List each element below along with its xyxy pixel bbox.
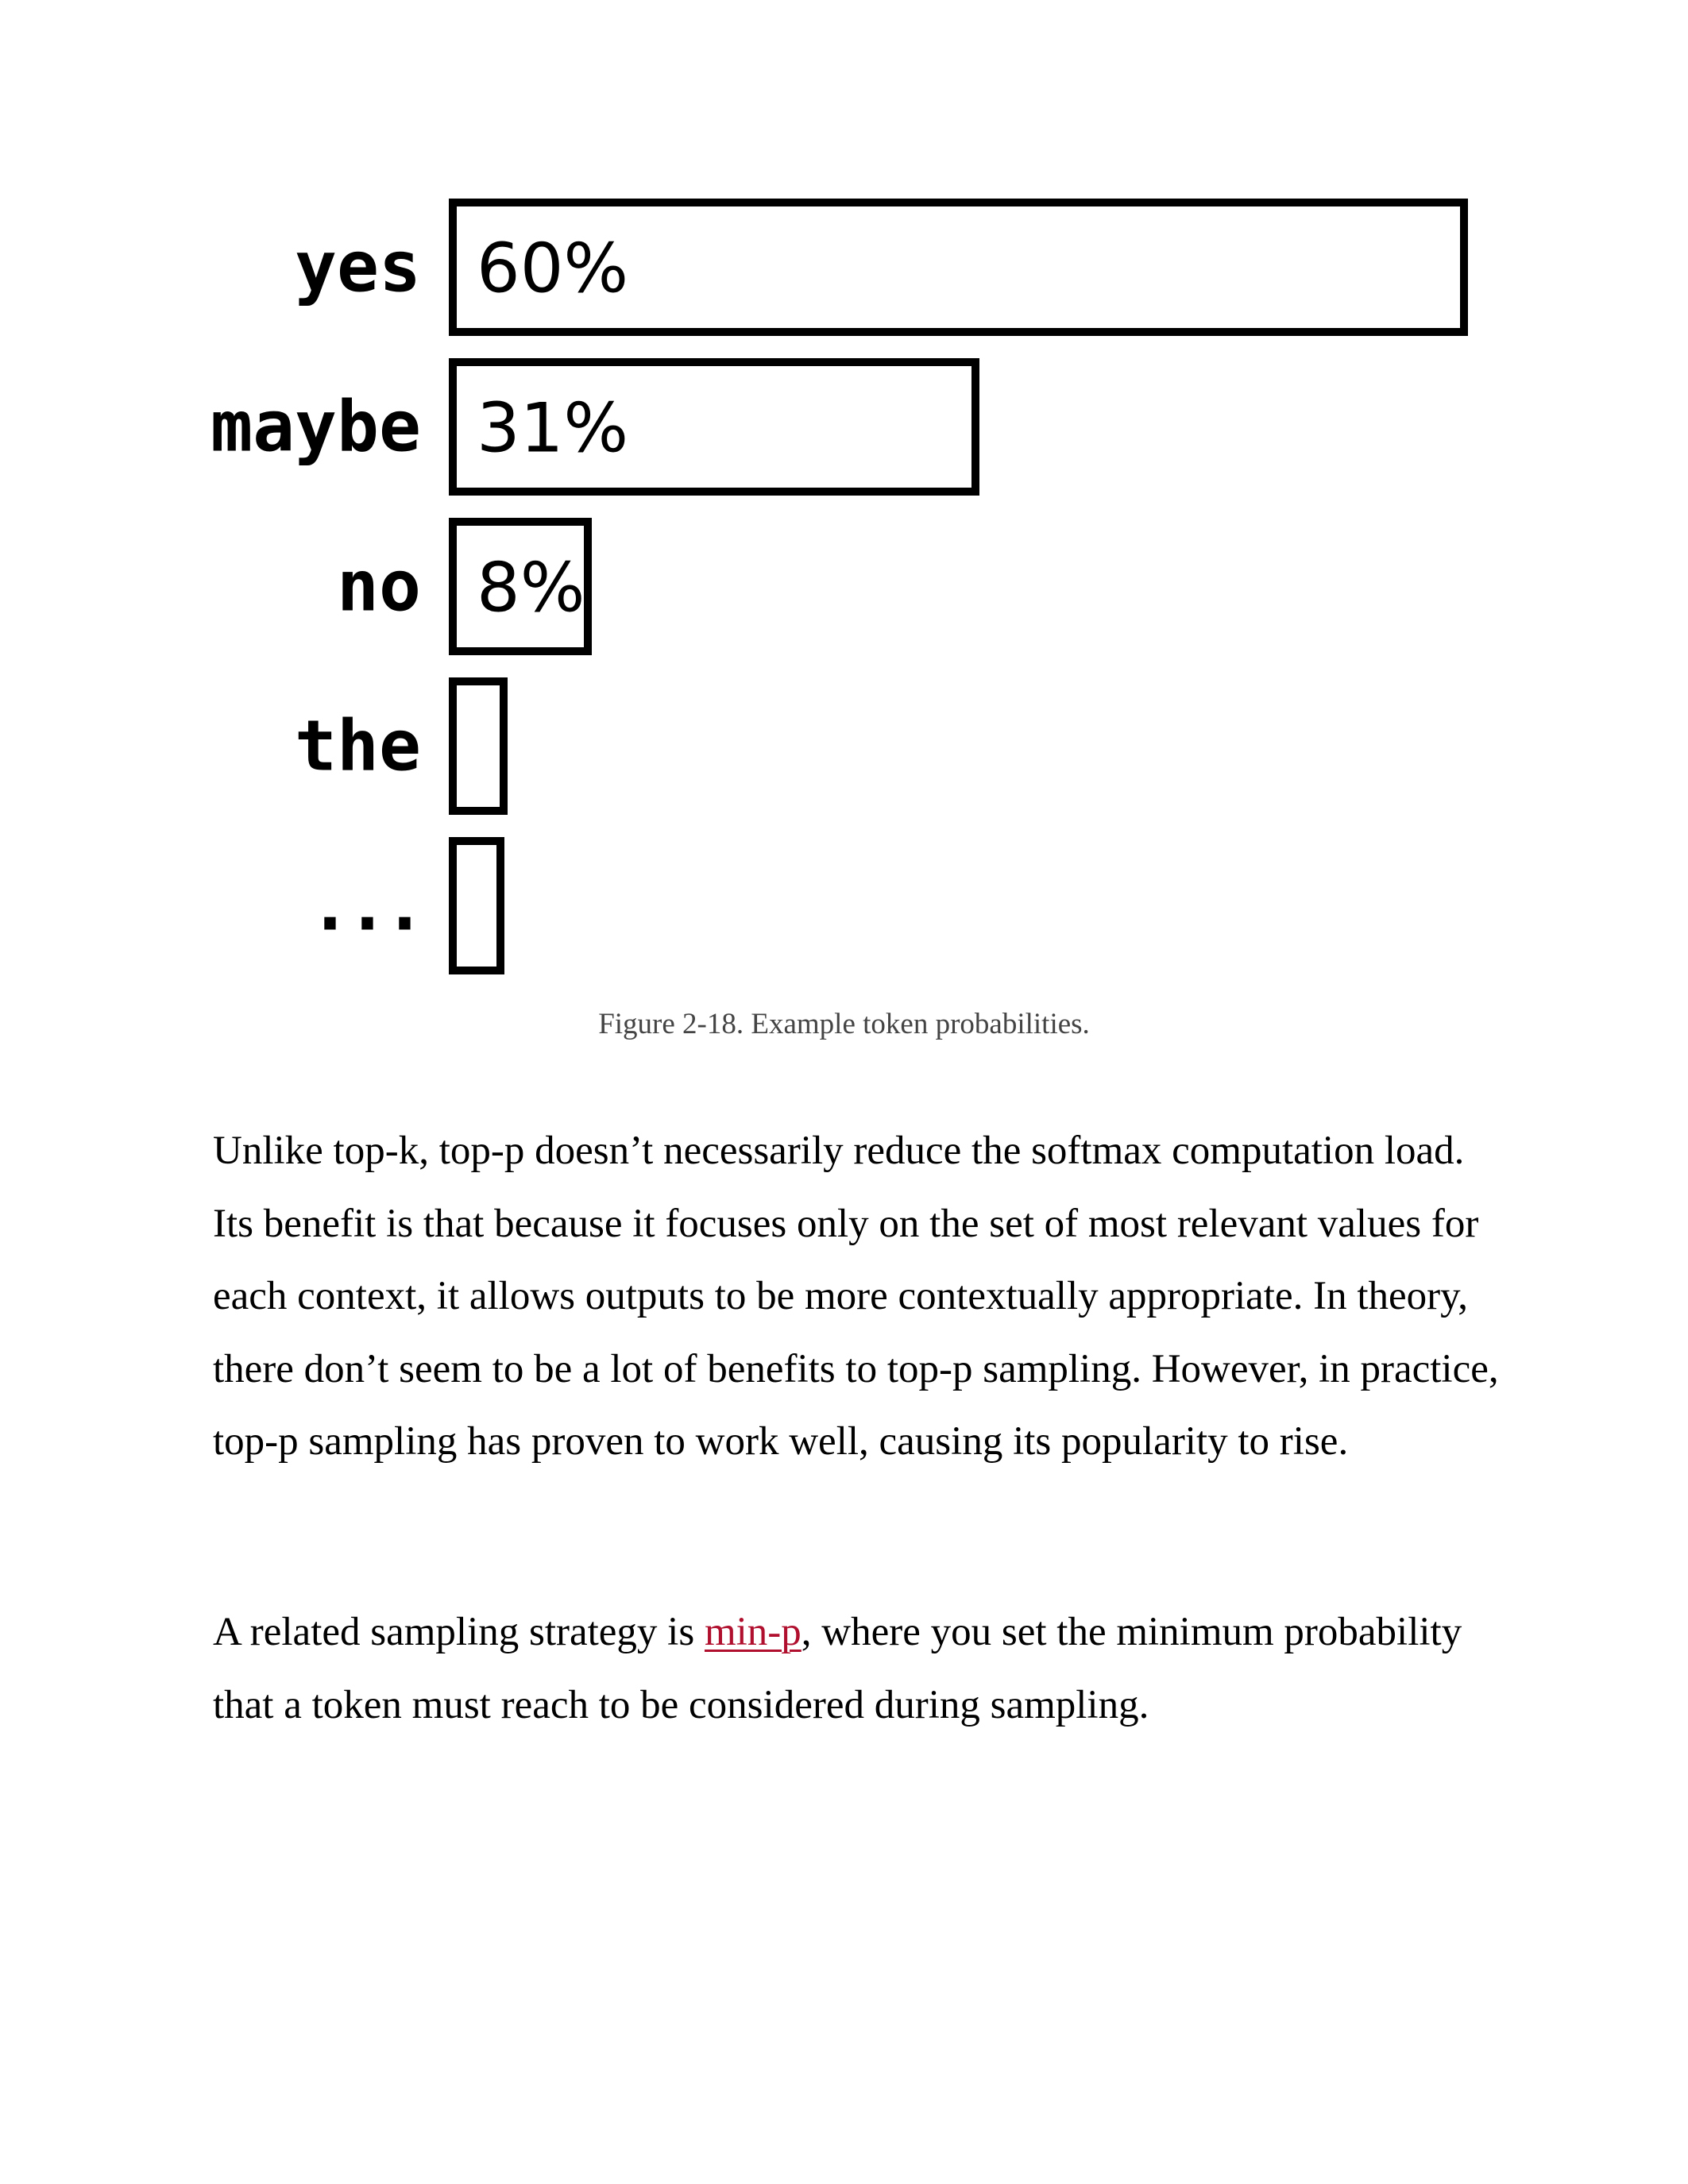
bar-value-label-yes: 60%: [477, 229, 629, 309]
bar-label-yes: yes: [295, 226, 421, 308]
bar-value-label-no: 8%: [477, 548, 585, 628]
figure-caption: Figure 2-18. Example token probabilities.: [598, 1008, 1090, 1040]
bar-label-maybe: maybe: [211, 385, 421, 468]
bar-the: [453, 681, 504, 811]
paragraph-min-p-text-before: A related sampling strategy is: [213, 1610, 705, 1654]
bar-ellipsis: [453, 841, 500, 970]
bar-label-no: no: [337, 545, 421, 627]
min-p-link[interactable]: min-p: [704, 1610, 802, 1654]
bar-label-the: the: [295, 704, 421, 787]
paragraph-top-p: Unlike top-k, top-p doesn’t necessarily reduce the softmax computation load. Its benefit is that because it focuses only on the set of most relevant values for each context, it allows outputs to be more contextually appropriate. In theory, there don’t seem to be a lot of benefits to top-p sampling. However, in practice, top-p sampling has proven to work well, causing its popularity to rise.: [213, 1129, 1499, 1464]
bar-label-ellipsis: ...: [309, 864, 421, 947]
paragraph-min-p: [213, 1596, 1500, 1742]
token-probability-chart: [0, 0, 1688, 1001]
bar-value-label-maybe: 31%: [477, 388, 629, 469]
paragraph-min-p-text-after: , where you set the minimum probability that a token must reach to be considered during sampling.: [213, 1610, 1462, 1727]
